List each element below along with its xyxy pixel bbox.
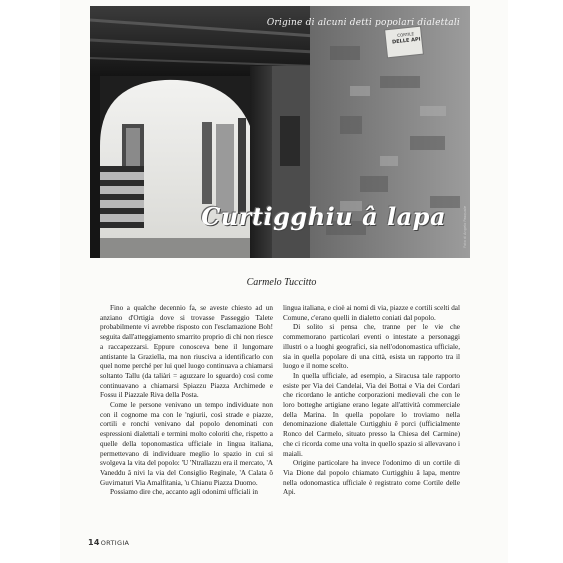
paragraph: lingua italiana, e cioè ai nomi di via, piazze e cortili scelti dal Comune, c'erano quelli in dialetto coniati dal popolo. [283,304,460,322]
paragraph: Di solito si pensa che, tranne per le vie che commemorano particolari eventi o intestate a personaggi illustri o a luoghi geografici, sia nell'odonomastica ufficiale, sia in quella popolare di una città, esista un rapporto tra il luogo e il nome scelto. [283,323,460,371]
page-number: 14 [88,538,100,547]
page-footer [88,538,129,547]
article-photo [90,6,470,258]
article-author: Carmelo Tuccitto [246,277,317,288]
sign-line-2: DELLE API [391,36,421,46]
paragraph: Possiamo dire che, accanto agli odonimi ufficiali in [110,488,258,497]
paragraph: Origine particolare ha invece l'odonimo di un cortile di Via Dione dal popolo chiamato Curtigghiu â lapa, mentre nella odonomastica ufficiale è registrato come Cortile delle Api. [283,459,460,497]
paragraph: Come le persone venivano un tempo individuate non con il cognome ma con le 'ngiurii, così strade e piazze, cortili e ronchi venivano dal popolo denominati con espressioni dialettali e termini molto coloriti che, rispetto a quelle della toponomastica ufficiale in lingua italiana, permettevano di individuare meglio lo spazio in cui si svolgeva la vita del popolo: 'U 'Ntrallazzu era il mercato, 'A Vaneddu â nivi la via del Consiglio Reginale, 'A Calata ô Guvirnaturi Via Amalfitania, 'u Chianu Piazza Duomo. [100,401,273,487]
article-title: Curtigghiu â lapa [201,202,446,231]
photo-supertitle: Origine di alcuni detti popolari dialettali [266,18,460,28]
photo-credit: Foto di Angelo Pasquale [463,206,467,248]
article-column-left [100,304,273,498]
sign-line-1: CORTILE [397,31,415,38]
article-column-right [283,304,460,498]
paragraph: In quella ufficiale, ad esempio, a Siracusa tale rapporto esiste per Via dei Candelai, Via dei Bottai e Via dei Cordari che ricordano le antiche corporazioni medievali che con le loro botteghe artigiane erano legate all'attività commerciale della Marina. In quella popolare lo troviamo nella denominazione dialettale Curtigghiu ê porci (ufficialmente Ronco del Carmelo, situato presso la Chiesa del Carmine) che ci ricorda come una volta in quello spazio si allevavano i maiali. [283,371,460,458]
magazine-name: ORTIGIA [100,539,130,547]
paragraph: Fino a qualche decennio fa, se aveste chiesto ad un anziano d'Ortigia dove si trovasse Passeggio Talete probabilmente vi avrebbe risposto con l'esclamazione Boh! seguita dall'atteggiamento smarrito proprio di chi non riesce a raccapezzarsi. Eppure conosceva bene il lungomare antistante la Graziella, ma non riusciva a identificarlo con quel nome perché per lui quel luogo continuava a chiamarsi soltanto Tallu (da taliàri = aguzzare lo sguardo) così come continuavano a chiamarsi Spiazzu Piazza Archimede e Fossu il Piazzale Riva della Posta. [100,304,273,400]
